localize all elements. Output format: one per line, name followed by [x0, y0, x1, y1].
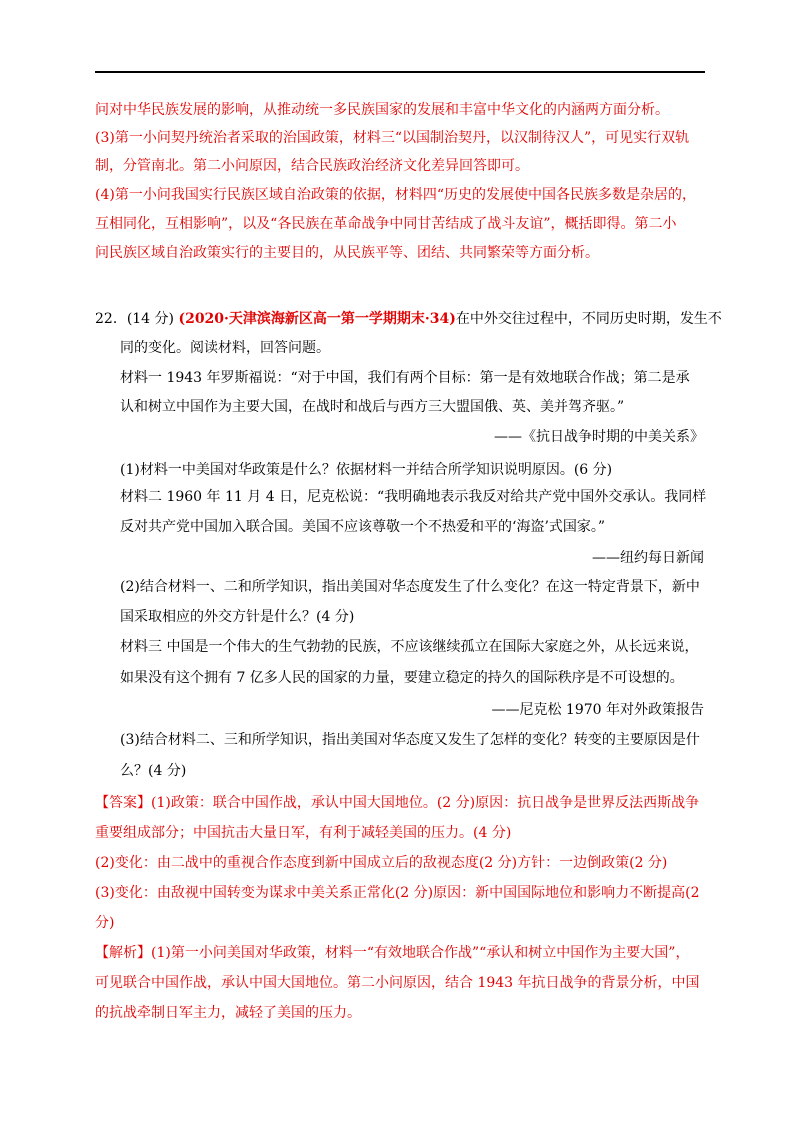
material-1-source: ——《抗日战争时期的中美关系》 [494, 429, 704, 445]
answer-line: (3)变化：由敌视中国转变为谋求中美关系正常化(2 分)原因：新中国国际地位和影响力不断提高(2 [95, 885, 700, 901]
answer-line: (2)变化：由二战中的重视合作态度到新中国成立后的敌视态度(2 分)方针：一边倒政策(2 分) [95, 855, 668, 871]
prev-analysis-line: (3)第一小问契丹统治者采取的治国政策，材料三“以国制治契丹，以汉制待汉人”，可见实行双轨 [95, 130, 690, 146]
sub-question-3: (3)结合材料二、三和所学知识，指出美国对华态度又发生了怎样的变化？转变的主要原因是什 [120, 732, 700, 748]
question-22-header [95, 310, 722, 328]
prev-analysis-line: 制，分管南北。第二小问原因，结合民族政治经济文化差异回答即可。 [95, 158, 529, 174]
prev-analysis-line: 问对中华民族发展的影响，从推动统一多民族国家的发展和丰富中华文化的内涵两方面分析。 [95, 102, 669, 118]
material-3-source: ——尼克松 1970 年对外政策报告 [491, 702, 704, 718]
sub-question-3: 么？(4 分) [120, 763, 187, 779]
answer-line: 【答案】(1)政策：联合中国作战，承认中国大国地位。(2 分)原因：抗日战争是世界反法西斯战争 [95, 795, 700, 811]
header-rule [95, 71, 705, 73]
analysis-line: 的抗战牵制日军主力，减轻了美国的压力。 [95, 1005, 361, 1021]
material-2-source: ——纽约每日新闻 [592, 550, 704, 566]
analysis-line: 可见联合中国作战，承认中国大国地位。第二小问原因，结合 1943 年抗日战争的背景分析，中国 [95, 975, 700, 991]
material-1-line: 材料一 1943 年罗斯福说：“对于中国，我们有两个目标：第一是有效地联合作战；第二是承 [120, 370, 690, 386]
prev-analysis-line: 互相同化，互相影响”，以及“各民族在革命战争中同甘苦结成了战斗友谊”，概括即得。第二小 [95, 216, 677, 232]
question-stem: 在中外交往过程中，不同历史时期，发生不 [455, 311, 722, 327]
material-3-line: 材料三 中国是一个伟大的生气勃勃的民族，不应该继续孤立在国际大家庭之外，从长远来说， [120, 639, 699, 655]
prev-analysis-line: 问民族区域自治政策实行的主要目的，从民族平等、团结、共同繁荣等方面分析。 [95, 245, 599, 261]
material-3-line: 如果没有这个拥有 7 亿多人民的国家的力量，要建立稳定的持久的国际秩序是不可设想的。 [120, 670, 684, 686]
question-source: (2020·天津滨海新区高一第一学期期末·34) [178, 311, 456, 327]
material-2-line: 材料二 1960 年 11 月 4 日，尼克松说：“我明确地表示我反对给共产党中国外交承认。我同样 [120, 489, 707, 505]
sub-question-2: 国采取相应的外交方针是什么？(4 分) [120, 609, 355, 625]
sub-question-2: (2)结合材料一、二和所学知识，指出美国对华态度发生了什么变化？在这一特定背景下，新中 [120, 579, 700, 595]
material-1-line: 认和树立中国作为主要大国，在战时和战后与西方三大盟国俄、英、美并驾齐驱。” [120, 399, 625, 415]
question-number: 22．(14 分) [95, 311, 179, 327]
sub-question-1: (1)材料一中美国对华政策是什么？依据材料一并结合所学知识说明原因。(6 分) [120, 462, 613, 478]
answer-line: 分) [95, 915, 115, 931]
material-2-line: 反对共产党中国加入联合国。美国不应该尊敬一个不热爱和平的‘海盗’式国家。” [120, 519, 606, 535]
prev-analysis-line: (4)第一小问我国实行民族区域自治政策的依据，材料四“历史的发展使中国各民族多数是杂居的， [95, 187, 696, 203]
answer-line: 重要组成部分；中国抗击大量日军，有利于减轻美国的压力。(4 分) [95, 825, 512, 841]
analysis-line: 【解析】(1)第一小问美国对华政策，材料一“有效地联合作战”“承认和树立中国作为主要大国”， [95, 945, 690, 961]
question-stem-line: 同的变化。阅读材料，回答问题。 [120, 340, 330, 356]
